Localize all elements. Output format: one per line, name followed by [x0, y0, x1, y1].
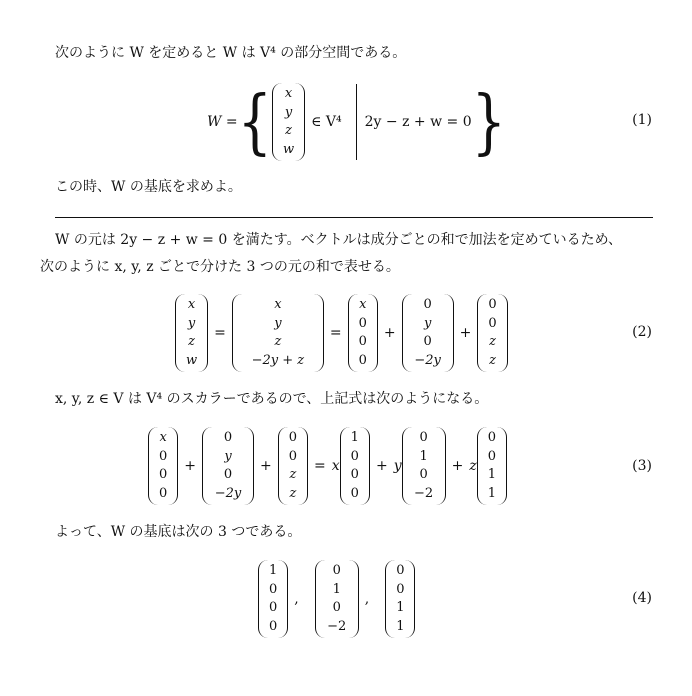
- matrix-entry: z: [289, 485, 297, 501]
- eq3-coef-y: y: [393, 458, 402, 474]
- matrix-entry: 0: [487, 430, 497, 446]
- paren: [340, 427, 350, 505]
- eq3-basis-2: [402, 427, 446, 505]
- eq1-vector-entry: y: [284, 104, 293, 120]
- matrix-entry: z: [489, 352, 496, 368]
- matrix-entry: 0: [350, 467, 359, 483]
- eq3-basis-1: [340, 427, 370, 505]
- eq1-vector: [272, 83, 305, 161]
- matrix-entry: y: [187, 315, 196, 331]
- matrix-entry: 0: [350, 448, 359, 464]
- eq3-matrix-2: [202, 427, 254, 505]
- matrix-entry: 0: [423, 334, 432, 350]
- eq1-member: ∈ V⁴: [311, 114, 342, 130]
- operator: =: [214, 325, 226, 341]
- operator: +: [184, 458, 197, 474]
- paren: [444, 294, 454, 372]
- eq2-number: (2): [632, 324, 652, 340]
- paren: [497, 427, 507, 505]
- paren: [348, 294, 358, 372]
- paren: [402, 427, 412, 505]
- matrix-entry: x: [274, 297, 282, 313]
- equation-1: [207, 82, 506, 162]
- matrix-entry: 1: [487, 485, 497, 501]
- matrix-entry: 0: [332, 600, 341, 616]
- intro-text: 次のように W を定めると W は V⁴ の部分空間である。: [55, 45, 407, 61]
- matrix-entry: 0: [488, 315, 497, 331]
- operator: +: [451, 458, 464, 474]
- paren: [272, 83, 282, 161]
- matrix-entry: y: [224, 448, 232, 464]
- matrix-entry: z: [289, 467, 297, 483]
- equation-4: [258, 558, 415, 640]
- paren: [202, 427, 212, 505]
- matrix-entry: 1: [269, 563, 278, 579]
- matrix-entry: 0: [288, 448, 298, 464]
- paren: [168, 427, 178, 505]
- matrix-entry: −2: [414, 485, 434, 501]
- matrix-entry: x: [159, 430, 167, 446]
- answer-line-2: 次のように x, y, z ごとで分けた 3 つの元の和で表せる。: [40, 259, 400, 275]
- paren: [298, 427, 308, 505]
- matrix-entry: 0: [350, 485, 359, 501]
- matrix-entry: z: [489, 334, 496, 350]
- matrix-entry: 0: [159, 467, 168, 483]
- set-divider: [356, 84, 357, 160]
- matrix-entry: 0: [223, 430, 233, 446]
- eq2-matrix-4: [402, 294, 454, 372]
- eq3-basis-3: [477, 427, 507, 505]
- paren: [258, 560, 268, 638]
- question-text: この時、W の基底を求めよ。: [55, 179, 242, 195]
- matrix-entry: x: [359, 297, 367, 313]
- paren: [405, 560, 415, 638]
- answer-line-4: よって、W の基底は次の 3 つである。: [55, 524, 302, 540]
- answer-line-3: x, y, z ∈ V は V⁴ のスカラーであるので、上記式は次のようになる。: [55, 391, 489, 407]
- matrix-entry: 1: [350, 430, 359, 446]
- paren: [232, 294, 242, 372]
- operator: =: [314, 458, 326, 474]
- matrix-entry: 0: [419, 430, 428, 446]
- paren: [244, 427, 254, 505]
- paren: [175, 294, 185, 372]
- matrix-entry: 1: [396, 618, 405, 634]
- matrix-entry: y: [423, 315, 432, 331]
- operator: ,: [364, 591, 370, 607]
- matrix-entry: −2y + z: [251, 352, 305, 368]
- paren: [360, 427, 370, 505]
- eq1-number: (1): [632, 112, 652, 128]
- matrix-entry: 1: [487, 467, 497, 483]
- paren: [198, 294, 208, 372]
- eq1-vector-entry: x: [284, 86, 293, 102]
- matrix-entry: 0: [269, 600, 278, 616]
- operator: +: [375, 458, 388, 474]
- paren: [314, 294, 324, 372]
- left-brace: {: [237, 80, 272, 163]
- eq2-matrix-3: [348, 294, 378, 372]
- answer-line-1: W の元は 2y − z + w = 0 を満たす。ベクトルは成分ごとの和で加法を定めているため、: [55, 232, 623, 248]
- matrix-entry: 1: [332, 581, 341, 597]
- matrix-entry: 0: [396, 581, 405, 597]
- matrix-entry: 0: [358, 352, 367, 368]
- paren: [402, 294, 412, 372]
- eq4-basis-2: [315, 560, 359, 638]
- paren: [278, 427, 288, 505]
- equation-3: [148, 425, 507, 507]
- matrix-entry: 0: [358, 334, 367, 350]
- paren: [368, 294, 378, 372]
- equation-2: [175, 292, 508, 374]
- matrix-entry: 0: [223, 467, 233, 483]
- eq4-number: (4): [632, 590, 652, 606]
- matrix-entry: z: [274, 334, 282, 350]
- paren: [349, 560, 359, 638]
- divider-rule: [55, 217, 653, 218]
- paren: [436, 427, 446, 505]
- eq4-basis-3: [385, 560, 415, 638]
- matrix-entry: 0: [488, 297, 497, 313]
- eq3-matrix-3: [278, 427, 308, 505]
- operator: +: [383, 325, 396, 341]
- paren: [385, 560, 395, 638]
- matrix-entry: 1: [419, 448, 428, 464]
- matrix-entry: z: [188, 334, 195, 350]
- operator: +: [260, 458, 272, 474]
- matrix-entry: 0: [487, 448, 497, 464]
- matrix-entry: 0: [396, 563, 405, 579]
- eq2-matrix-5: [477, 294, 507, 372]
- matrix-entry: 0: [269, 581, 278, 597]
- matrix-entry: −2: [327, 618, 347, 634]
- matrix-entry: 1: [396, 600, 405, 616]
- matrix-entry: 0: [358, 315, 367, 331]
- eq3-coef-z: z: [469, 458, 477, 474]
- eq1-vector-entry: w: [282, 141, 295, 157]
- matrix-entry: 0: [288, 430, 298, 446]
- paren: [148, 427, 158, 505]
- eq3-matrix-1: [148, 427, 178, 505]
- eq1-lhs: W =: [207, 114, 238, 130]
- eq3-coef-x: x: [331, 458, 340, 474]
- eq2-matrix-1: [175, 294, 208, 372]
- matrix-entry: 0: [159, 448, 168, 464]
- matrix-entry: −2y: [214, 485, 242, 501]
- matrix-entry: x: [187, 297, 196, 313]
- matrix-entry: 0: [332, 563, 341, 579]
- eq4-basis-1: [258, 560, 288, 638]
- eq2-matrix-2: [232, 294, 324, 372]
- paren: [477, 294, 487, 372]
- paren: [498, 294, 508, 372]
- matrix-entry: w: [186, 352, 198, 368]
- eq1-vector-entry: z: [285, 123, 292, 139]
- matrix-entry: −2y: [414, 352, 441, 368]
- paren: [278, 560, 288, 638]
- operator: =: [329, 325, 342, 341]
- matrix-entry: 0: [419, 467, 428, 483]
- matrix-entry: 0: [159, 485, 168, 501]
- right-brace: }: [471, 80, 506, 163]
- paren: [295, 83, 305, 161]
- operator: +: [459, 325, 472, 341]
- matrix-entry: 0: [423, 297, 432, 313]
- matrix-entry: 0: [269, 618, 278, 634]
- operator: ,: [294, 591, 299, 607]
- eq3-number: (3): [632, 458, 652, 474]
- eq1-condition: 2y − z + w = 0: [364, 114, 472, 130]
- matrix-entry: y: [274, 315, 282, 331]
- paren: [315, 560, 325, 638]
- paren: [477, 427, 487, 505]
